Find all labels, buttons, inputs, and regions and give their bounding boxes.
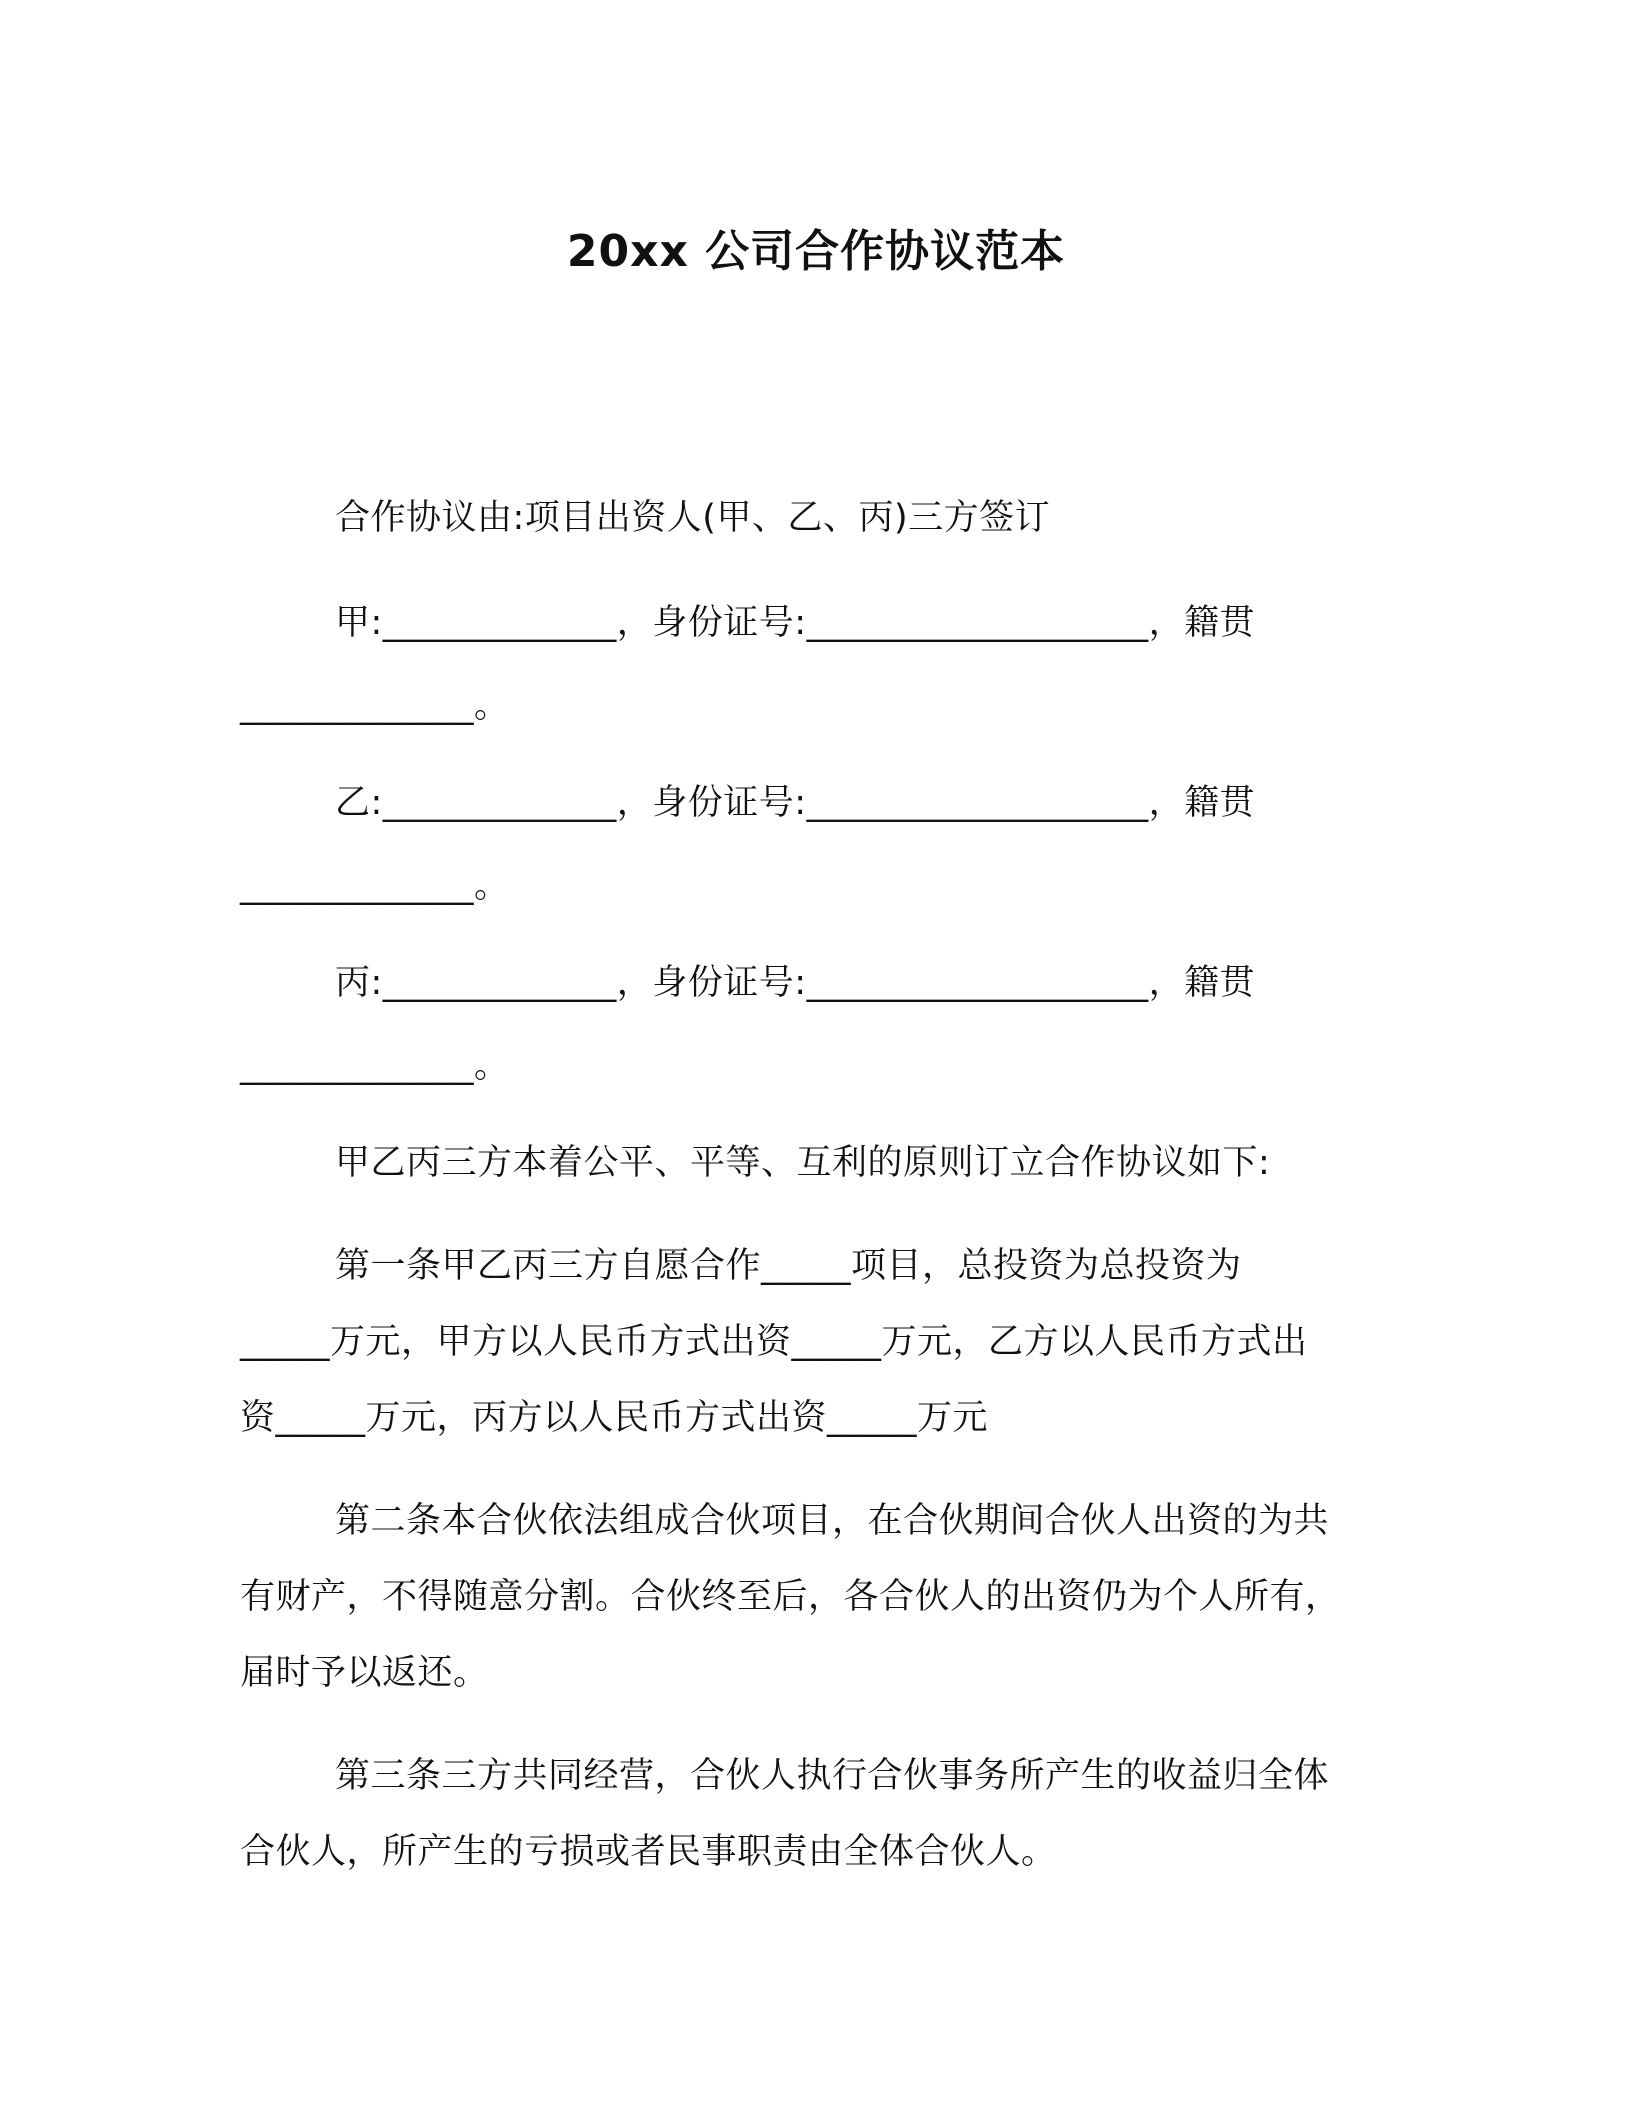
party-c-origin-line: _____________。: [240, 1046, 510, 1086]
article-1-line-2: _____万元，甲方以人民币方式出资_____万元，乙方以人民币方式出: [240, 1322, 1308, 1362]
party-b-origin-line: _____________。: [240, 866, 510, 906]
principle-line: 甲乙丙三方本着公平、平等、互利的原则订立合作协议如下:: [335, 1143, 1271, 1183]
article-1-line-3: 资_____万元，丙方以人民币方式出资_____万元: [240, 1398, 989, 1438]
article-3-line-2: 合伙人，所产生的亏损或者民事职责由全体合伙人。: [240, 1832, 1057, 1872]
party-c-line: 丙:_____________，身份证号:___________________，籍贯: [335, 963, 1256, 1003]
article-1-line-1: 第一条甲乙丙三方自愿合作_____项目，总投资为总投资为: [335, 1246, 1242, 1286]
intro-line: 合作协议由:项目出资人(甲、乙、丙)三方签订: [335, 498, 1051, 538]
article-3-line-1: 第三条三方共同经营，合伙人执行合伙事务所产生的收益归全体: [335, 1756, 1330, 1796]
document-title: 20xx 公司合作协议范本: [566, 226, 1066, 277]
party-b-line: 乙:_____________，身份证号:___________________，籍贯: [335, 783, 1256, 823]
party-a-line: 甲:_____________，身份证号:___________________，籍贯: [335, 603, 1256, 643]
article-2-line-3: 届时予以返还。: [240, 1653, 489, 1693]
article-2-line-1: 第二条本合伙依法组成合伙项目，在合伙期间合伙人出资的为共: [335, 1501, 1330, 1541]
article-2-line-2: 有财产，不得随意分割。合伙终至后，各合伙人的出资仍为个人所有，: [240, 1577, 1341, 1617]
party-a-origin-line: _____________。: [240, 686, 510, 726]
